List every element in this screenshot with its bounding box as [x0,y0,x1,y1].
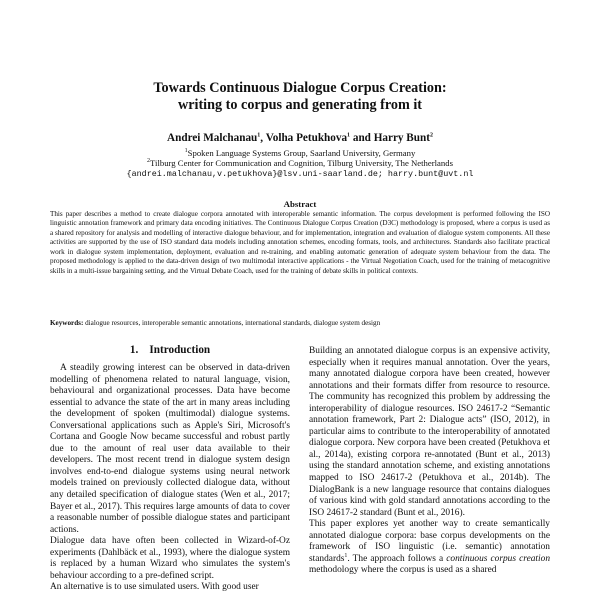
author-affil-mark: 1 [347,132,351,139]
title-line-1: Towards Continuous Dialogue Corpus Creation: [153,80,447,96]
author-affil-mark: 2 [429,132,433,139]
right-column [309,346,550,577]
abstract-heading: Abstract [283,199,317,209]
paragraph: Dialogue data have often been collected in Wizard-of-Oz experiments (Dahlbäck et al., 1993), where the dialogue system is replaced by a human Wizard who simulates the system's behaviour according to a pre-defined script. [50,536,290,581]
author-name: Harry Bunt [373,132,430,144]
paper-title [0,80,600,113]
paragraph: A steadily growing interest can be observed in data-driven modelling of phenomena related to natural language, vision, behavioural and organizational processes. Data have become essential to advance the state of the art in many areas including the development of spoken (multimodal) dialogue systems. Conversational applications such as Apple's Siri, Microsoft's Cortana and Google Now became successful and robust partly due to the amount of real user data available to their developers. The most recent trend in dialogue system design involves end-to-end dialogue systems using neural network models trained on previously collected dialogue data, without any detailed specification of dialogue states (Wen et al., 2017; Bayer et al., 2017). This requires large amounts of data to cover a reasonable number of possible dialogue states and participant actions. [50,363,290,535]
affiliation-1: $^1$Spoken Language Systems Group, Saarland University, Germany [184,148,416,158]
affiliation-2: $^2$Tilburg Center for Communication and Cognition, Tilburg University, The Netherlands [147,158,453,168]
keywords-label: Keywords: [50,319,84,327]
author-affil-mark: 1 [257,132,261,139]
author-conjunction: and [352,132,371,144]
paragraph: An alternative is to use simulated users. With good user [50,582,259,593]
emphasis: continuous corpus creation [446,553,551,564]
author-list: Andrei Malchanau$^1$, Volha Petukhova$^1$ and Harry Bunt$^2$ [167,132,433,144]
author-emails: {andrei.malchanau,v.petukhova}@lsv.uni-saarland.de; harry.bunt@uvt.nl [126,169,474,179]
left-column [50,363,290,594]
author-name: Volha Petukhova [265,132,348,144]
title-line-2: writing to corpus and generating from it [177,96,423,113]
paragraph: This paper explores yet another way to create semantically annotated dialogue corpora: base corpus developments on the framework of ISO linguistic (i.e. semantic) annotation standards$^1$. The approach follows a continuous corpus creation methodology where the corpus is used as a shared [309,519,551,576]
keywords-text: dialogue resources, interoperable semantic annotations, international standards, dialogue system design [83,319,381,327]
author-name: Andrei Malchanau [167,132,258,144]
section-heading: 1. Introduction [129,344,211,356]
footnote-mark: 1 [344,552,348,559]
paragraph: Building an annotated dialogue corpus is an expensive activity, especially when it requires manual annotation. Over the years, many annotated dialogue corpora have been created, however annotations and their formats differ from resource to resource. The community has recognized this problem by addressing the interoperability of dialogue resources. ISO 24617-2 “Semantic annotation framework, Part 2: Dialogue acts” (ISO, 2012), in particular aims to contribute to the interoperability of annotated dialogue corpora. New corpora have been created (Petukhova et al., 2014a), existing corpora re-annotated (Bunt et al., 2013) using the standard annotation scheme, and existing annotations mapped to ISO 24617-2 (Petukhova et al., 2014b). The DialogBank is a new language resource that contains dialogues of various kind with gold standard annotations according to the ISO 24617-2 standard (Bunt et al., 2016). [309,346,550,518]
keywords [50,319,550,329]
abstract-text: This paper describes a method to create dialogue corpora annotated with interoperable semantic information. The corpus development is performed following the ISO linguistic annotation framework and primary data encoding initiatives. The Continuous Dialogue Corpus Creation (D3C) methodology is proposed, where a corpus is used as a shared repository for analysis and modelling of interactive dialogue behaviour, and for implementation, integration and evaluation of dialogue system components. All these activities are supported by the use of ISO standard data models including annotation schemes, encoding formats, tools, and architectures. Standards also facilitate practical work in dialogue system implementation, deployment, evaluation and re-training, and enabling automatic generation of adequate system behaviour from the data. The proposed methodology is applied to the data-driven design of two multimodal interactive applications - the Virtual Negotiation Coach, used for the training of metacognitive skills in a multi-issue bargaining setting, and the Virtual Debate Coach, used for the training of debate skills in political contexts. [50,210,550,275]
